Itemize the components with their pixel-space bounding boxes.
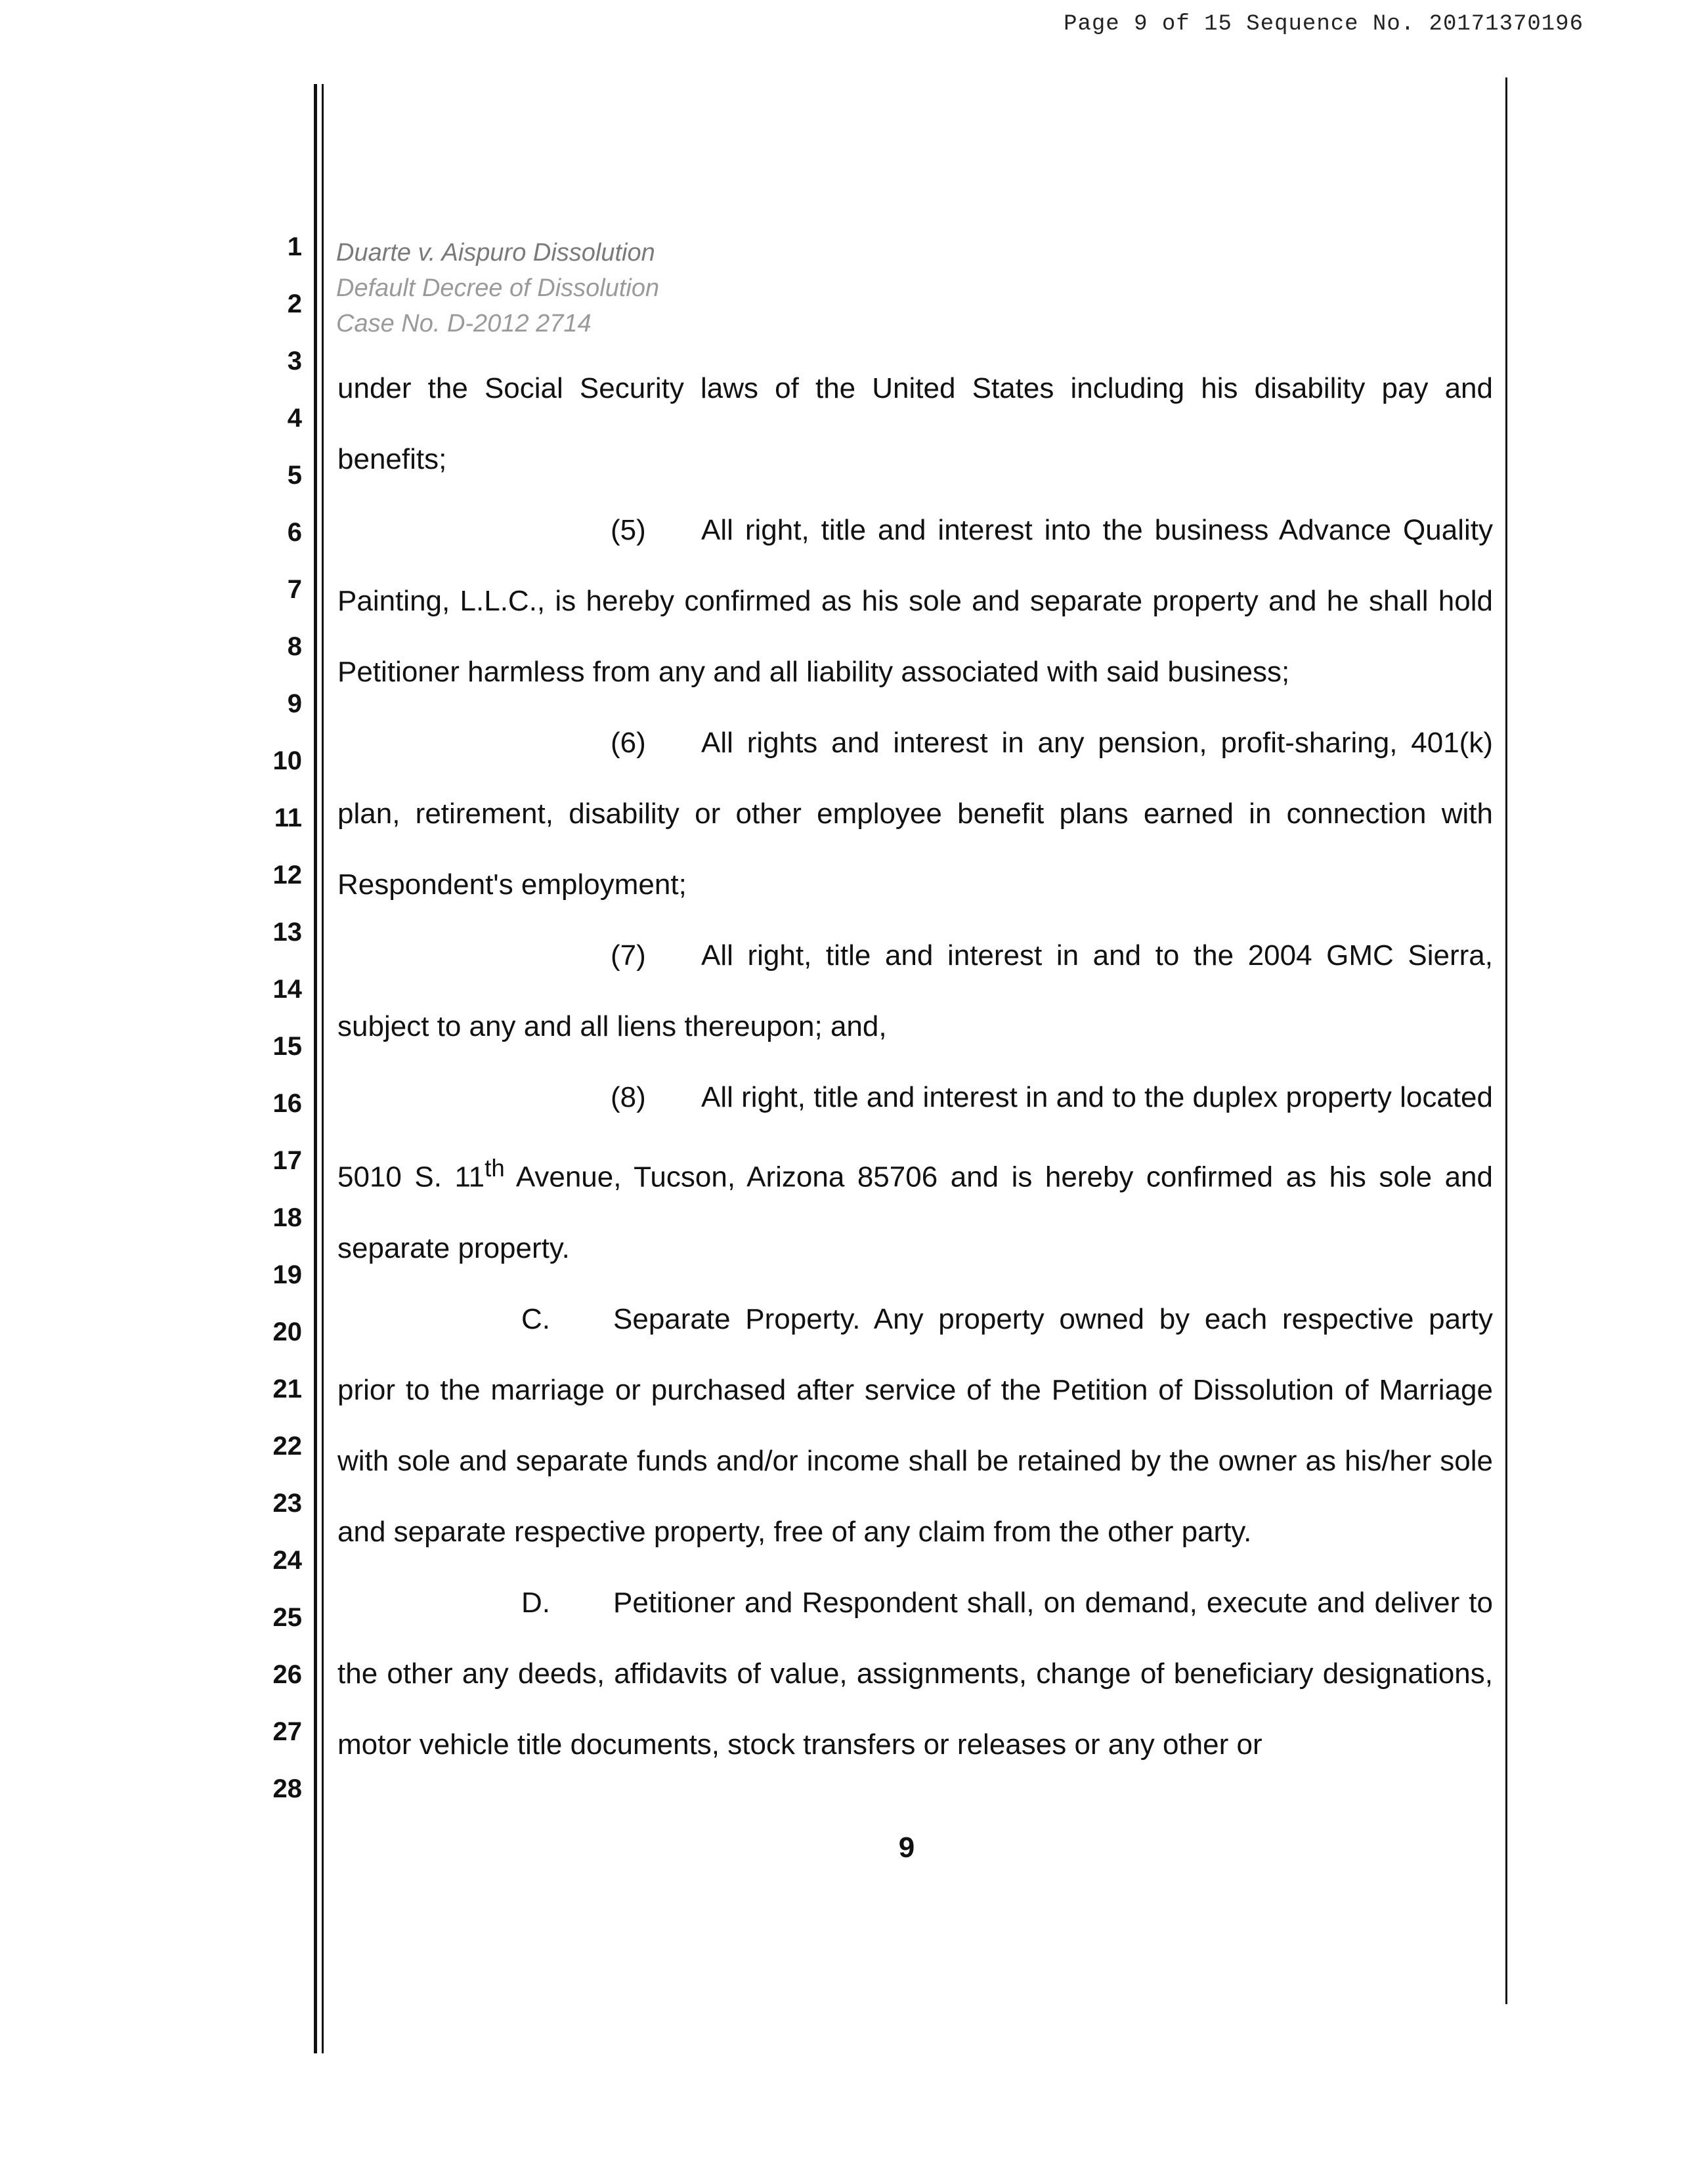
item-text: All rights and interest in any pension, profit-sharing, 401(k) plan, retirement, disability or other employee benefit plans earned in connection with Respondent's employment; — [337, 727, 1493, 901]
item-label: (8) — [611, 1081, 646, 1113]
line-number: 9 — [287, 689, 302, 718]
line-number: 14 — [272, 975, 302, 1004]
section-label: C. — [521, 1302, 550, 1335]
line-number: 3 — [287, 347, 302, 375]
line-number: 5 — [287, 461, 302, 490]
line-number: 2 — [287, 289, 302, 318]
line-number: 18 — [272, 1203, 302, 1232]
item-label: (7) — [611, 939, 646, 972]
left-margin-rule-inner — [322, 84, 324, 2053]
paragraph-continuation: under the Social Security laws of the United States including his disability pay and benefits; — [337, 372, 1493, 475]
line-number: 19 — [272, 1260, 302, 1289]
page-header: Page 9 of 15 Sequence No. 20171370196 — [1064, 12, 1584, 37]
line-number: 16 — [272, 1089, 302, 1118]
line-number: 15 — [272, 1032, 302, 1061]
line-number: 26 — [272, 1660, 302, 1689]
section-label: D. — [521, 1586, 550, 1619]
paragraph-section-d — [337, 1568, 1493, 1780]
line-number: 20 — [272, 1317, 302, 1346]
line-number: 23 — [272, 1489, 302, 1518]
line-number: 28 — [272, 1774, 302, 1803]
line-number: 4 — [287, 404, 302, 433]
paragraph-item-5 — [337, 495, 1493, 708]
item-label: (6) — [611, 727, 646, 759]
line-number: 22 — [272, 1432, 302, 1461]
item-text: All right, title and interest in and to the duplex property located 5010 S. 11 — [337, 1081, 1493, 1193]
line-number: 10 — [272, 746, 302, 775]
section-text: Separate Property. Any property owned by each respective party prior to the marriage or purchased after service of the Petition of Dissolution of Marriage with sole and separate funds and/or income shall be retained by the owner as his/her sole and separate respective property, free of any claim from the other party. — [337, 1302, 1493, 1548]
line-number: 17 — [272, 1146, 302, 1175]
page-number: 9 — [898, 1831, 915, 1864]
line-number: 8 — [287, 632, 302, 661]
line-number: 11 — [274, 803, 302, 832]
line-number: 21 — [272, 1375, 302, 1403]
case-caption — [336, 235, 659, 341]
line-number: 25 — [272, 1603, 302, 1632]
line-number: 6 — [287, 518, 302, 547]
item-text: All right, title and interest in and to the 2004 GMC Sierra, subject to any and all liens thereupon; and, — [337, 939, 1493, 1042]
section-text: Petitioner and Respondent shall, on demand, execute and deliver to the other any deeds, affidavits of value, assignments, change of beneficiary designations, motor vehicle title documents, stock transfers or releases or any other or — [337, 1586, 1493, 1761]
line-number: 24 — [272, 1546, 302, 1575]
line-number: 1 — [287, 232, 302, 261]
paragraph-item-7 — [337, 920, 1493, 1062]
caption-line: Case No. D-2012 2714 — [336, 310, 592, 337]
left-margin-rule — [314, 84, 317, 2053]
document-body — [337, 353, 1493, 1780]
item-label: (5) — [611, 514, 646, 546]
item-text: All right, title and interest into the business Advance Quality Painting, L.L.C., is hereby confirmed as his sole and separate property and he shall hold Petitioner harmless from any and all liability associated with said business; — [337, 514, 1493, 688]
paragraph-section-c — [337, 1284, 1493, 1568]
caption-line: Duarte v. Aispuro Dissolution — [336, 239, 655, 267]
ordinal-suffix: th — [485, 1155, 505, 1182]
line-number: 13 — [272, 918, 302, 947]
paragraph-item-6 — [337, 708, 1493, 920]
line-number: 27 — [272, 1717, 302, 1746]
caption-line: Default Decree of Dissolution — [336, 274, 660, 302]
paragraph-item-8 — [337, 1062, 1493, 1284]
item-text: Avenue, Tucson, Arizona 85706 and is hereby confirmed as his sole and separate property. — [337, 1161, 1493, 1264]
right-margin-rule — [1505, 77, 1507, 2004]
line-number: 12 — [272, 861, 302, 889]
line-number: 7 — [287, 575, 302, 604]
